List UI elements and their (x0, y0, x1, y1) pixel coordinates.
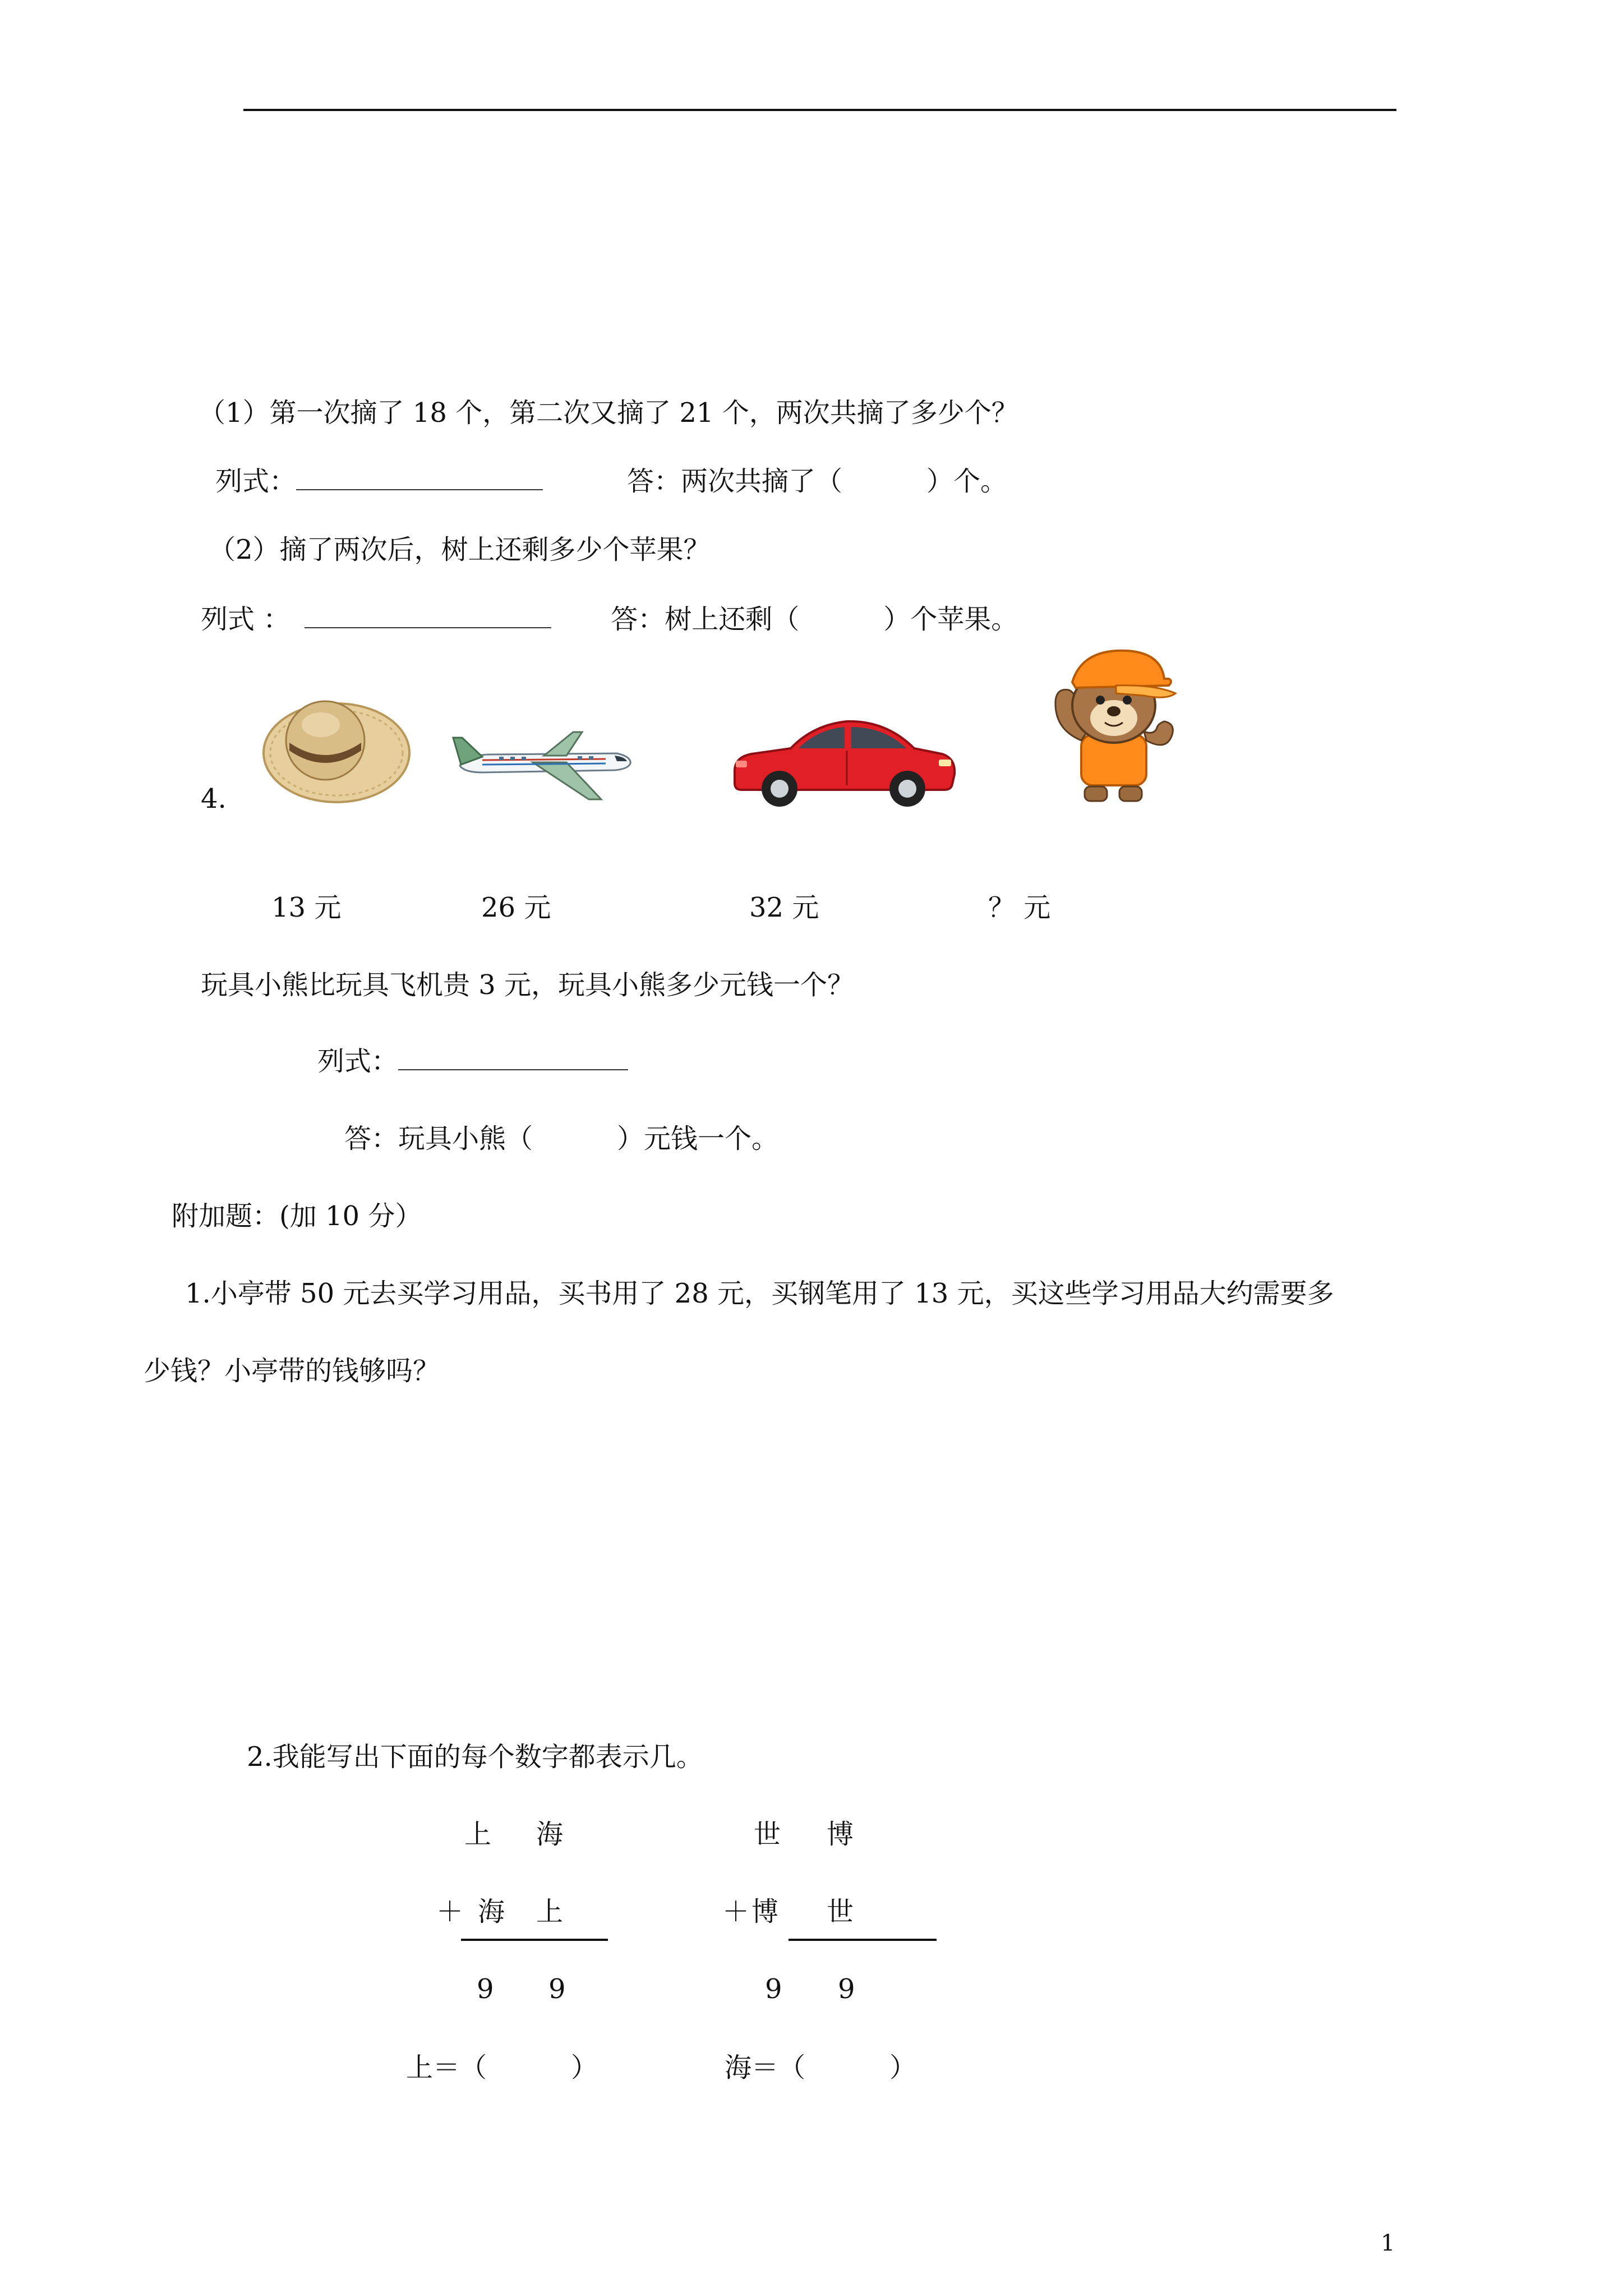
puzzle-left-top-b: 海 (536, 1819, 564, 1850)
puzzle-right-mid-b: 世 (827, 1896, 854, 1927)
answer-prefix: 上＝（ (406, 2052, 487, 2083)
price-car: 32 元 (749, 892, 819, 923)
puzzle-left-res-b: 9 (548, 1973, 566, 2005)
q4-answer-row (344, 1122, 778, 1156)
straw-hat-icon (258, 680, 415, 809)
puzzle-right-top-b: 博 (827, 1819, 854, 1850)
puzzle-right-sum-line (789, 1939, 937, 1941)
q4-question: 玩具小熊比玩具飞机贵 3 元，玩具小熊多少元钱一个？ (201, 969, 855, 1001)
q3-sub2-answer-row (201, 602, 1018, 636)
puzzle-right-res-b: 9 (838, 1973, 855, 2005)
puzzle-right-mid-a: 博 (751, 1896, 779, 1927)
formula-label: 列式： (215, 466, 297, 497)
formula-label: 列式 ： (201, 604, 291, 635)
puzzle-left-res-a: 9 (477, 1973, 494, 2005)
puzzle-left-plus: ＋ (436, 1896, 464, 1927)
formula-blank[interactable] (296, 467, 543, 490)
formula-label: 列式： (317, 1046, 399, 1077)
answer-prefix: 海＝（ (725, 2052, 806, 2083)
red-car-icon (729, 711, 959, 808)
q3-sub1-question: （1）第一次摘了 18 个，第二次又摘了 21 个，两次共摘了多少个？ (199, 397, 1018, 429)
answer-suffix: ）元钱一个。 (617, 1123, 779, 1154)
puzzle-right-top-a: 世 (754, 1819, 781, 1850)
answer-prefix: 答：两次共摘了（ (627, 466, 843, 497)
puzzle-left-answer (406, 2051, 598, 2085)
answer-prefix: 答：树上还剩（ (611, 604, 800, 635)
toy-bear-icon (1049, 639, 1183, 808)
header-rule (243, 109, 1396, 111)
page-number: 1 (1381, 2230, 1395, 2256)
puzzle-right-res-a: 9 (765, 1973, 782, 2005)
puzzle-left-top-a: 上 (464, 1819, 492, 1850)
bonus-p2-title: 2.我能写出下面的每个数字都表示几。 (247, 1741, 703, 1773)
price-bear: ？ 元 (988, 892, 1051, 923)
price-hat: 13 元 (271, 892, 342, 923)
answer-suffix: ） (889, 2052, 917, 2083)
formula-blank[interactable] (398, 1047, 628, 1070)
answer-suffix: ） (571, 2052, 598, 2083)
puzzle-right-answer (725, 2051, 916, 2085)
formula-blank[interactable] (305, 605, 551, 628)
answer-prefix: 答：玩具小熊（ (344, 1123, 533, 1154)
q4-formula-row (317, 1045, 628, 1078)
bonus-title: 附加题：(加 10 分） (172, 1200, 422, 1232)
puzzle-left-mid-a: 海 (478, 1896, 505, 1927)
puzzle-left-sum-line (461, 1939, 608, 1941)
q3-sub2-question: （2）摘了两次后，树上还剩多少个苹果？ (209, 534, 711, 565)
answer-suffix: ）个。 (926, 466, 1008, 497)
q3-sub1-answer-row (215, 464, 1007, 498)
price-airplane: 26 元 (481, 892, 551, 923)
q4-number: 4. (201, 783, 227, 815)
puzzle-right-plus: ＋ (722, 1896, 750, 1927)
airplane-icon (449, 721, 634, 805)
answer-suffix: ）个苹果。 (883, 604, 1018, 635)
bonus-p1-line1: 1.小亭带 50 元去买学习用品，买书用了 28 元，买钢笔用了 13 元，买这些学习用品大约需要多 (185, 1278, 1334, 1309)
bonus-p1-line2: 少钱？小亭带的钱够吗？ (144, 1355, 440, 1387)
puzzle-left-mid-b: 上 (536, 1896, 564, 1927)
